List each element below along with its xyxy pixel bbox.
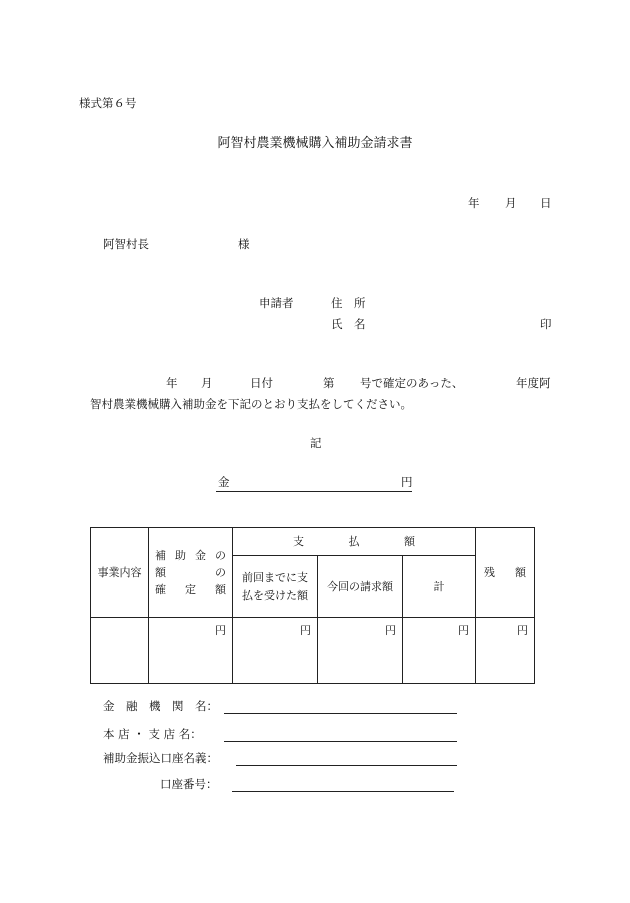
form-number: 様式第６号 (79, 96, 137, 110)
name-label: 氏 名 (331, 317, 366, 331)
bank-branch-line (224, 741, 457, 742)
date-month: 月 (505, 196, 517, 210)
ki-heading: 記 (310, 436, 322, 450)
cell-project (91, 618, 149, 684)
cell-total-yen: 円 (403, 618, 476, 684)
bank-branch-label: 本 店 ・ 支 店 名： (103, 727, 202, 741)
cell-current-yen: 円 (318, 618, 403, 684)
cell-previous-yen: 円 (233, 618, 318, 684)
addressee-honorific: 様 (238, 237, 250, 251)
header-payment: 支 払 額 (233, 528, 476, 556)
cell-remaining-yen: 円 (476, 618, 535, 684)
bank-institution-label: 金 融 機 関 名： (103, 699, 218, 713)
body-confirmed: 号で確定のあった、 (360, 376, 464, 390)
header-remaining: 残 額 (476, 528, 535, 618)
amount-underline (216, 491, 412, 492)
header-project: 事業内容 (91, 528, 149, 618)
header-previous: 前回までに支 払を受けた額 (233, 556, 318, 618)
page-title: 阿智村農業機械購入補助金請求書 (217, 136, 413, 151)
account-number-label: 口座番号： (160, 777, 218, 791)
date-day: 日 (540, 196, 552, 210)
date-year: 年 (468, 196, 480, 210)
header-current: 今回の請求額 (318, 556, 403, 618)
bank-institution-line (224, 713, 457, 714)
body-line2: 智村農業機械購入補助金を下記のとおり支払をしてください。 (90, 397, 412, 411)
addressee-name: 阿智村長 (103, 237, 149, 251)
account-holder-line (236, 765, 457, 766)
account-number-line (232, 791, 454, 792)
body-month: 月 (201, 376, 213, 390)
account-holder-label: 補助金振込口座名義： (103, 751, 218, 765)
applicant-label: 申請者 (259, 296, 294, 310)
cell-fixed-yen: 円 (149, 618, 233, 684)
body-date: 日付 (250, 376, 273, 390)
seal-mark: 印 (540, 317, 552, 331)
payment-table (90, 527, 535, 684)
address-label: 住 所 (331, 296, 366, 310)
body-dai: 第 (323, 376, 335, 390)
header-total: 計 (403, 556, 476, 618)
amount-suffix: 円 (401, 475, 413, 489)
amount-prefix: 金 (218, 475, 230, 489)
body-year: 年 (166, 376, 178, 390)
header-fixed-amount: 補 助 金 の 額 の 確 定 額 (149, 528, 233, 618)
body-fiscal-year: 年度阿 (516, 376, 551, 390)
